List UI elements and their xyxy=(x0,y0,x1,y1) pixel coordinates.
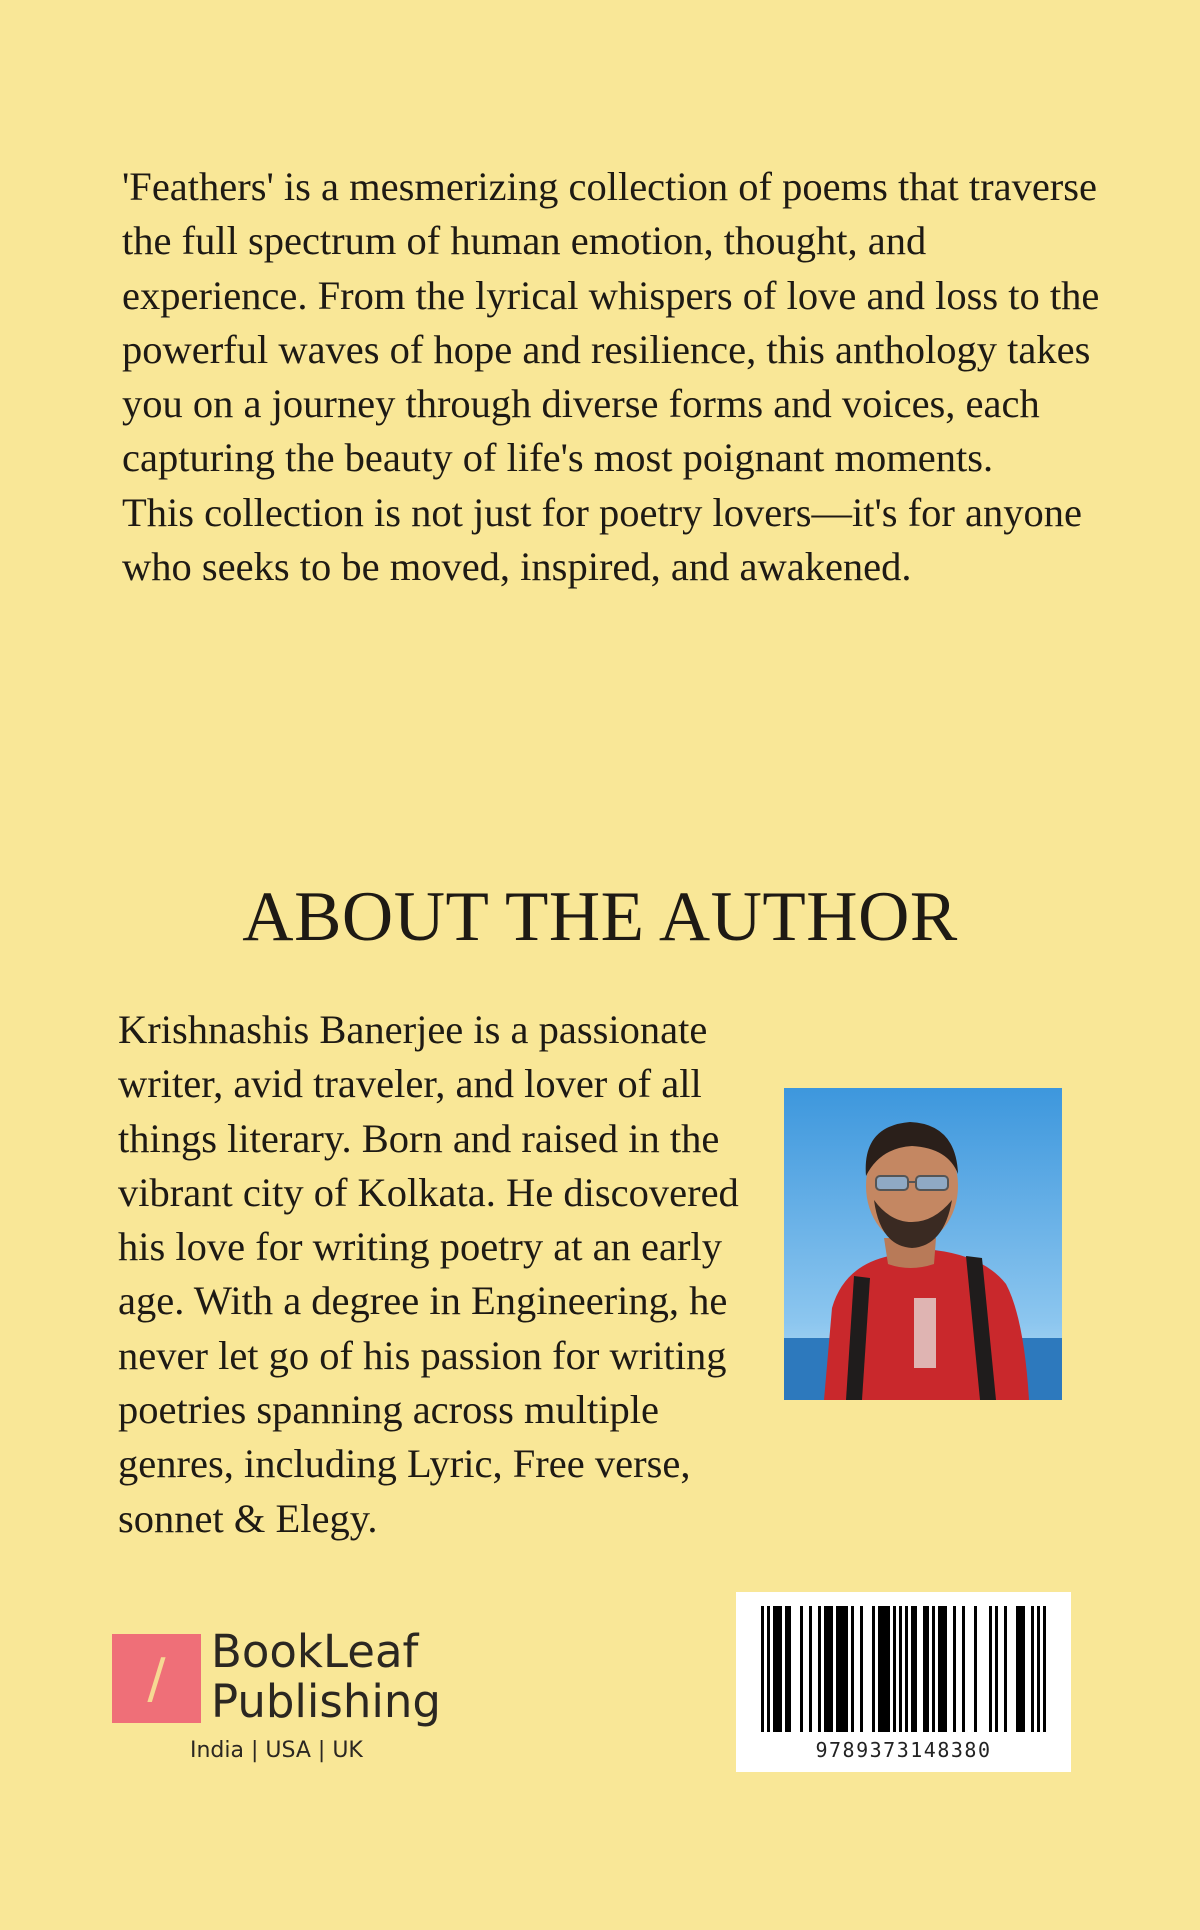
publisher-name-line-1: BookLeaf xyxy=(211,1625,419,1678)
blurb-paragraph-1: 'Feathers' is a mesmerizing collection of poems that traverse the full spectrum of human emotion, thought, and experience. From the lyrical whispers of love and loss to the powerful waves of hope and resilience, this anthology takes you on a journey through diverse forms and voices, each capturing the beauty of life's most poignant moments. xyxy=(122,164,1100,481)
barcode-bar xyxy=(1022,1606,1025,1732)
barcode-bar xyxy=(860,1606,863,1732)
barcode-bar xyxy=(761,1606,764,1732)
barcode-bar xyxy=(962,1606,965,1732)
barcode-bar xyxy=(941,1606,944,1732)
barcode-bar xyxy=(926,1606,929,1732)
barcode-bar xyxy=(878,1606,881,1732)
barcode-bar xyxy=(974,1606,977,1732)
barcode-bar xyxy=(788,1606,791,1732)
barcode-bar xyxy=(893,1606,896,1732)
barcode-bar xyxy=(830,1606,833,1732)
logo-slash-icon: / xyxy=(147,1647,166,1710)
barcode-bar xyxy=(836,1606,839,1732)
isbn-number: 9789373148380 xyxy=(815,1738,992,1762)
barcode-bar xyxy=(995,1606,998,1732)
barcode-bar xyxy=(779,1606,782,1732)
blurb-paragraph-2: This collection is not just for poetry lovers—it's for anyone who seeks to be moved, inspired, and awakened. xyxy=(122,489,1082,590)
barcode-bar xyxy=(914,1606,917,1732)
barcode-bar xyxy=(827,1606,830,1732)
barcode-bar xyxy=(1037,1606,1040,1732)
barcode-bar xyxy=(887,1606,890,1732)
barcode-bar xyxy=(842,1606,845,1732)
barcode-bars xyxy=(736,1592,1071,1742)
barcode-bar xyxy=(872,1606,875,1732)
barcode-bar xyxy=(905,1606,908,1732)
barcode-bar xyxy=(899,1606,902,1732)
barcode-bar xyxy=(839,1606,842,1732)
barcode-bar xyxy=(800,1606,803,1732)
publisher-logo xyxy=(112,1625,452,1768)
back-cover-blurb xyxy=(122,160,1102,594)
barcode-bar xyxy=(881,1606,884,1732)
barcode-bar xyxy=(953,1606,956,1732)
author-bio: Krishnashis Banerjee is a passionate writer, avid traveler, and lover of all things literary. Born and raised in the vibrant city of Kolkata. He discovered his love for writing poetry at an early age. With a degree in Engineering, he never let go of his passion for writing poetries spanning across multiple genres, including Lyric, Free verse, sonnet & Elegy. xyxy=(118,1007,739,1541)
barcode-bar xyxy=(776,1606,779,1732)
barcode-bar xyxy=(767,1606,770,1732)
barcode-bar xyxy=(932,1606,935,1732)
barcode-bar xyxy=(1019,1606,1022,1732)
barcode-bar xyxy=(785,1606,788,1732)
barcode-bar xyxy=(884,1606,887,1732)
barcode-bar xyxy=(845,1606,848,1732)
barcode-bar xyxy=(809,1606,812,1732)
about-author-heading: ABOUT THE AUTHOR xyxy=(242,878,958,956)
barcode-bar xyxy=(818,1606,821,1732)
isbn-barcode xyxy=(736,1592,1071,1772)
logo-mark xyxy=(112,1634,201,1723)
barcode-bar xyxy=(989,1606,992,1732)
barcode-bar xyxy=(773,1606,776,1732)
publisher-name-line-2: Publishing xyxy=(211,1675,441,1728)
barcode-bar xyxy=(938,1606,941,1732)
barcode-bar xyxy=(1004,1606,1007,1732)
barcode-bar xyxy=(923,1606,926,1732)
barcode-bar xyxy=(1043,1606,1046,1732)
barcode-bar xyxy=(1031,1606,1034,1732)
barcode-bar xyxy=(944,1606,947,1732)
publisher-regions: India | USA | UK xyxy=(190,1738,363,1763)
barcode-bar xyxy=(911,1606,914,1732)
author-photo xyxy=(784,1088,1062,1400)
barcode-bar xyxy=(851,1606,854,1732)
barcode-bar xyxy=(824,1606,827,1732)
author-photo-image xyxy=(784,1088,1062,1400)
barcode-bar xyxy=(1016,1606,1019,1732)
